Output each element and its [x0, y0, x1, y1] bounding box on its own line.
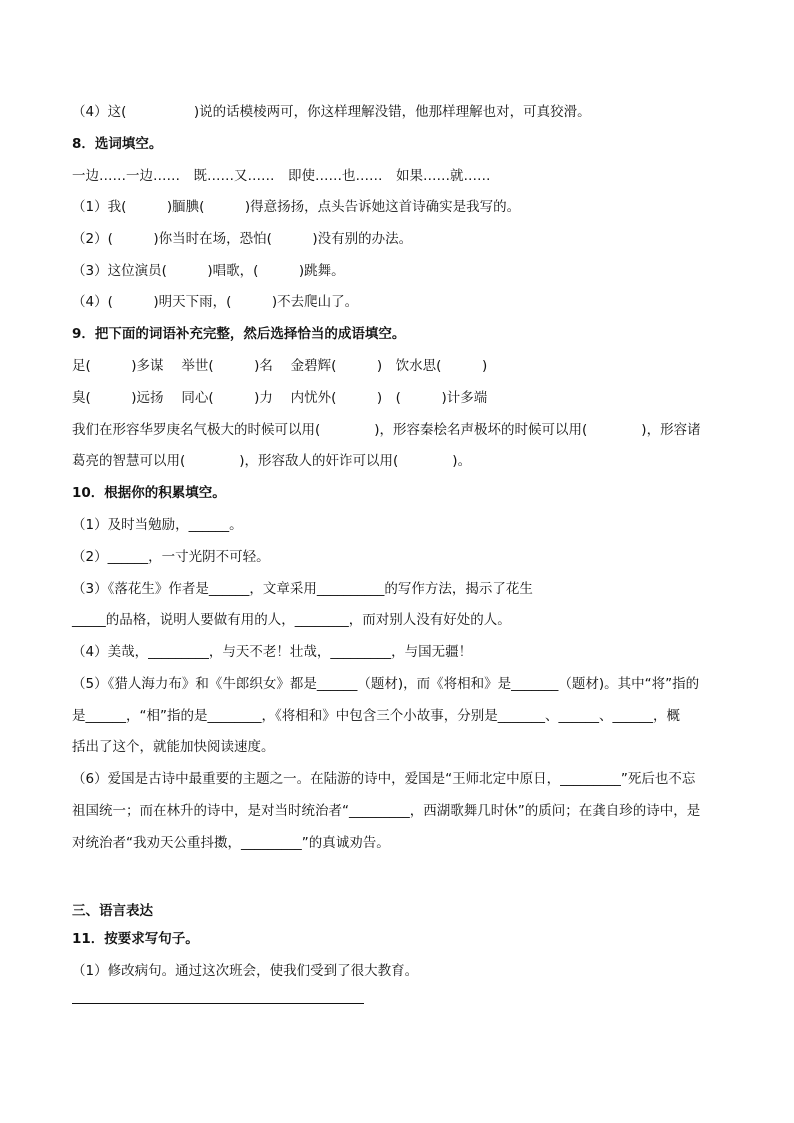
q7-item-4: （4）这( )说的话模棱两可，你这样理解没错，他那样理解也对，可真狡滑。: [72, 104, 591, 120]
q10-line-6: （5）《猎人海力布》和《牛郎织女》都是______（题材)，而《将相和》是_______（题材)。其中“将”指的: [72, 676, 700, 692]
q9-title: 9．把下面的词语补充完整，然后选择恰当的成语填空。: [72, 326, 406, 342]
q9-idiom-row-2: 臭( )远扬 同心( )力 内忧外( ) ( )计多端: [72, 390, 488, 406]
q10-line-2: （2）______，一寸光阴不可轻。: [72, 549, 270, 565]
q8-word-options: 一边……一边…… 既……又…… 即使……也…… 如果……就……: [72, 168, 491, 184]
q8-item-2: （2）( )你当时在场，恐怕( )没有别的办法。: [72, 231, 413, 247]
q10-line-9: （6）爱国是古诗中最重要的主题之一。在陆游的诗中，爱国是“王师北定中原日，_________”死后也不忘: [72, 771, 696, 787]
q10-line-8: 括出了这个，就能加快阅读速度。: [72, 739, 275, 755]
q11-title: 11．按要求写句子。: [72, 931, 199, 947]
q9-paragraph-line-1: 我们在形容华罗庚名气极大的时候可以用( )，形容秦桧名声极坏的时候可以用( )，形容诸: [72, 422, 701, 438]
q10-line-7: 是______，“相”指的是________，《将相和》中包含三个小故事，分别是_______、______、______，概: [72, 708, 680, 724]
section-3-heading: 三、语言表达: [72, 903, 153, 919]
q10-line-1: （1）及时当勉励，______。: [72, 517, 243, 533]
q10-line-10: 祖国统一；而在林升的诗中，是对当时统治者“_________，西湖歌舞几时休”的质问；在龚自珍的诗中，是: [72, 803, 701, 819]
q8-item-4: （4）( )明天下雨，( )不去爬山了。: [72, 294, 359, 310]
q11-item-1: （1）修改病句。通过这次班会，使我们受到了很大教育。: [72, 963, 419, 979]
answer-line[interactable]: [72, 1003, 364, 1004]
q9-idiom-row-1: 足( )多谋 举世( )名 金碧辉( ) 饮水思( ): [72, 358, 488, 374]
q8-title: 8．选词填空。: [72, 136, 163, 152]
q10-line-5: （4）美哉，_________，与天不老！壮哉，_________，与国无疆！: [72, 644, 473, 660]
q9-paragraph-line-2: 葛亮的智慧可以用( )，形容敌人的奸诈可以用( )。: [72, 453, 472, 469]
q10-line-11: 对统治者“我劝天公重抖擞，_________”的真诚劝告。: [72, 835, 390, 851]
q10-line-4: _____的品格，说明人要做有用的人，________，而对别人没有好处的人。: [72, 612, 511, 628]
q8-item-1: （1）我( )腼腆( )得意扬扬，点头告诉她这首诗确实是我写的。: [72, 199, 521, 215]
q8-item-3: （3）这位演员( )唱歌，( )跳舞。: [72, 263, 345, 279]
q10-title: 10．根据你的积累填空。: [72, 485, 226, 501]
q10-line-3: （3）《落花生》作者是______，文章采用__________的写作方法，揭示了花生: [72, 581, 533, 597]
